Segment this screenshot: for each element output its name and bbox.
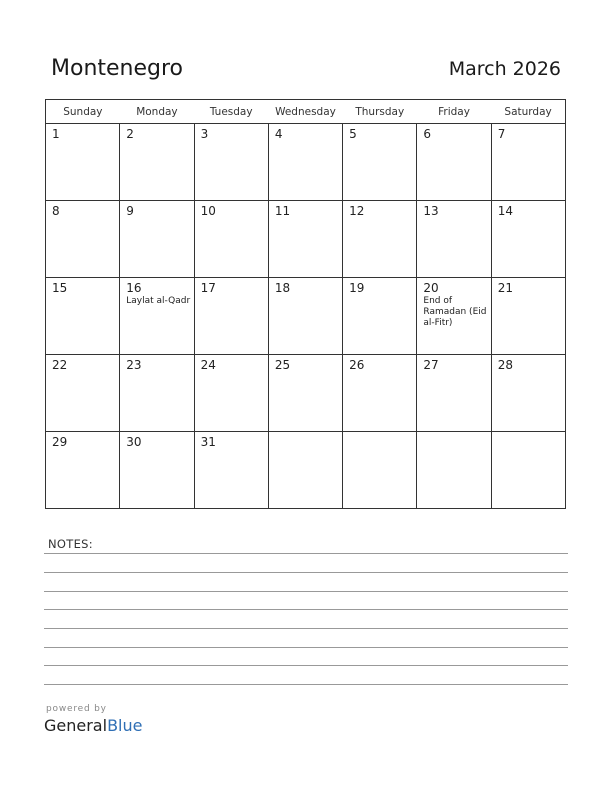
day-cell — [120, 432, 194, 509]
week-row — [46, 355, 566, 432]
logo-general-text: General — [44, 716, 108, 735]
day-cell — [268, 278, 342, 355]
generalblue-logo[interactable] — [44, 716, 142, 735]
day-cell — [417, 355, 491, 432]
day-cell — [491, 355, 565, 432]
calendar-grid — [45, 99, 566, 509]
day-cell — [343, 124, 417, 201]
day-cell — [491, 432, 565, 509]
day-cell — [417, 432, 491, 509]
event-label: Laylat al-Qadr — [126, 296, 191, 306]
day-number: 21 — [497, 281, 513, 295]
week-row — [46, 201, 566, 278]
day-number: 14 — [497, 204, 513, 218]
day-cell — [46, 432, 120, 509]
day-number: 3 — [200, 127, 209, 141]
day-cell — [417, 201, 491, 278]
day-cell — [268, 432, 342, 509]
day-number: 24 — [200, 358, 216, 372]
notes-line — [44, 572, 568, 573]
day-number: 22 — [52, 358, 68, 372]
day-number: 2 — [126, 127, 134, 141]
day-cell — [120, 278, 194, 355]
day-cell — [343, 278, 417, 355]
notes-line — [44, 684, 568, 685]
day-number: 16 — [126, 281, 142, 295]
notes-label: NOTES: — [48, 537, 93, 551]
day-number: 8 — [52, 204, 60, 218]
day-cell — [491, 201, 565, 278]
day-number: 17 — [200, 281, 216, 295]
day-cell — [343, 201, 417, 278]
notes-line — [44, 553, 568, 554]
day-number: 29 — [52, 435, 68, 449]
notes-line — [44, 628, 568, 629]
weekday-friday: Friday — [417, 100, 491, 124]
day-number: 20 — [423, 281, 439, 295]
weekday-monday: Monday — [120, 100, 194, 124]
day-cell — [268, 124, 342, 201]
day-number: 23 — [126, 358, 142, 372]
notes-line — [44, 647, 568, 648]
day-cell — [194, 432, 268, 509]
day-number: 25 — [274, 358, 291, 372]
day-number: 5 — [349, 127, 357, 141]
day-cell — [268, 355, 342, 432]
country-title: Montenegro — [51, 56, 184, 81]
notes-line — [44, 665, 568, 666]
day-cell — [120, 201, 194, 278]
day-number: 1 — [52, 127, 60, 141]
powered-by-text: powered by — [46, 704, 107, 714]
notes-line — [44, 609, 568, 610]
day-cell — [46, 124, 120, 201]
day-number: 7 — [497, 127, 506, 141]
day-cell — [491, 278, 565, 355]
day-number: 28 — [497, 358, 513, 372]
day-cell — [343, 432, 417, 509]
weekday-sunday: Sunday — [46, 100, 120, 124]
day-number: 11 — [274, 204, 291, 218]
day-number: 27 — [423, 358, 439, 372]
day-cell — [417, 124, 491, 201]
day-number: 30 — [126, 435, 142, 449]
week-row — [46, 278, 566, 355]
day-cell — [46, 201, 120, 278]
weekday-saturday: Saturday — [491, 100, 565, 124]
day-number: 18 — [274, 281, 291, 295]
day-number: 15 — [52, 281, 68, 295]
day-number: 4 — [274, 127, 283, 141]
day-cell — [120, 124, 194, 201]
day-number: 31 — [200, 435, 216, 449]
day-cell — [46, 278, 120, 355]
weekday-thursday: Thursday — [343, 100, 417, 124]
day-cell — [343, 355, 417, 432]
month-title: March 2026 — [448, 58, 561, 80]
day-cell — [268, 201, 342, 278]
week-row — [46, 124, 566, 201]
day-number: 12 — [349, 204, 365, 218]
event-label: End of Ramadan (Eid al-Fitr) — [423, 296, 487, 328]
day-cell — [194, 201, 268, 278]
day-number: 13 — [423, 204, 439, 218]
day-number: 26 — [349, 358, 365, 372]
day-cell — [194, 124, 268, 201]
day-cell — [417, 278, 491, 355]
weekday-tuesday: Tuesday — [194, 100, 268, 124]
week-row — [46, 432, 566, 509]
logo-blue-text: Blue — [107, 716, 143, 735]
day-cell — [46, 355, 120, 432]
day-cell — [120, 355, 194, 432]
weekday-wednesday: Wednesday — [268, 100, 342, 124]
day-number: 6 — [423, 127, 432, 141]
day-cell — [194, 355, 268, 432]
day-cell — [491, 124, 565, 201]
weekday-header-row — [46, 100, 566, 124]
day-cell — [194, 278, 268, 355]
notes-line — [44, 591, 568, 592]
day-number: 9 — [126, 204, 134, 218]
day-number: 10 — [200, 204, 216, 218]
day-number: 19 — [349, 281, 365, 295]
